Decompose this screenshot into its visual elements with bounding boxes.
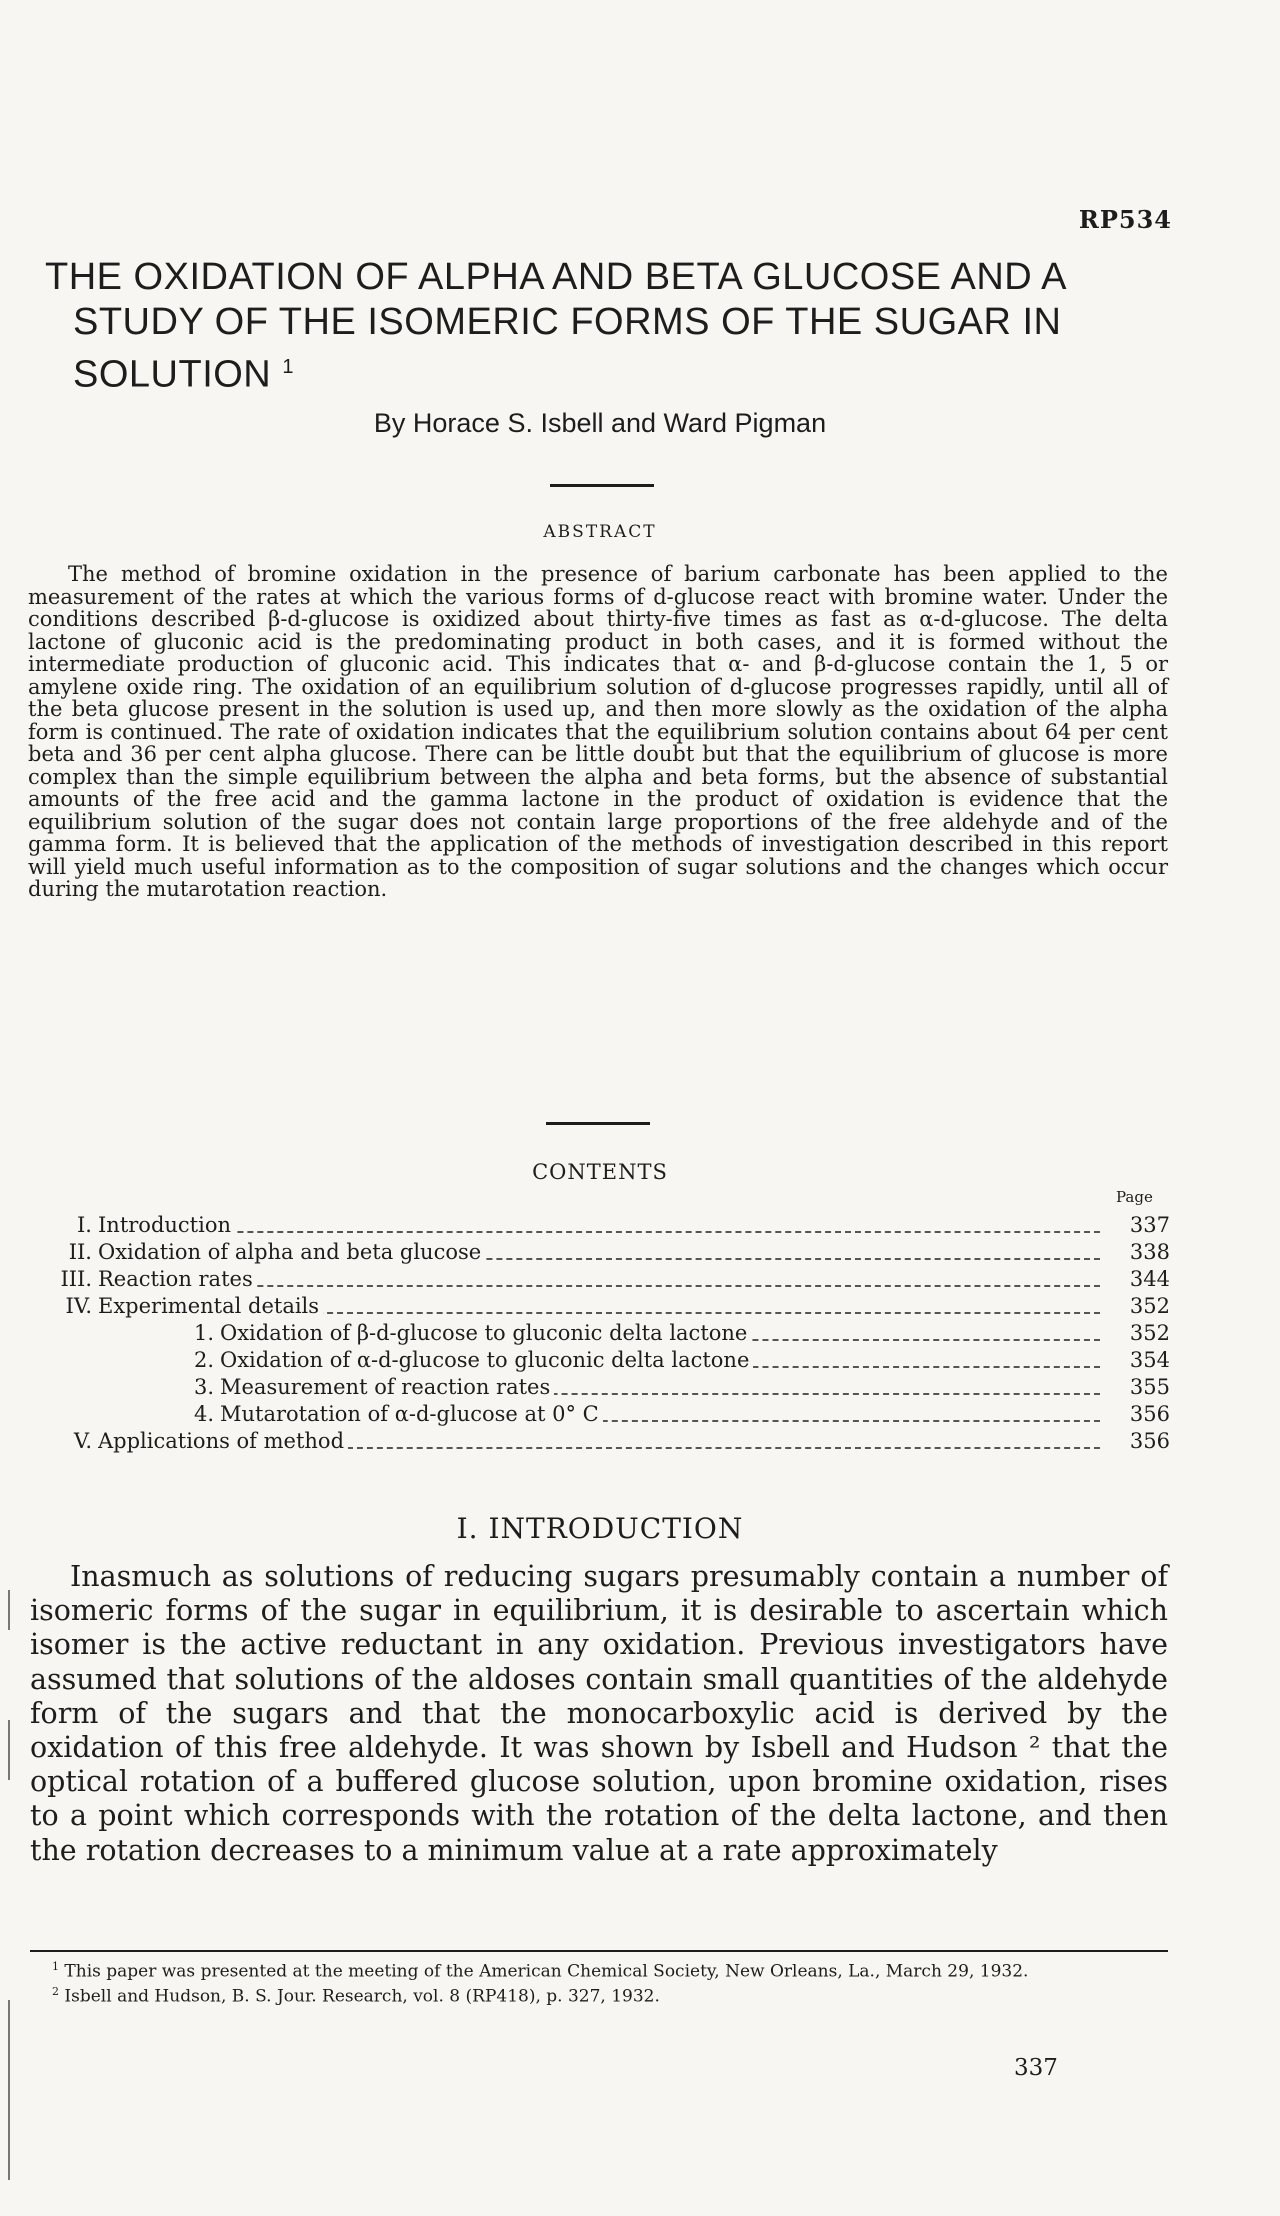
introduction-text: Inasmuch as solutions of reducing sugars presumably contain a number of isomeric forms of the sugar in equilibrium, it is desirable to ascertain which isomer is the active reductant in any oxidation. Previous investigators have assumed that solutions of the aldoses contain small quantities of the aldehyde form of the sugars and that the monocarboxylic acid is derived by the oxidation of this free aldehyde. It was shown by Isbell and Hudson ² that the optical rotation of a buffered glucose solution, upon bromine oxidation, rises to a point which corresponds with the rotation of the delta lactone, and then the rotation decreases to a minimum value at a rate approximately bbox=[30, 1560, 1168, 1867]
toc-label: Applications of method bbox=[98, 1429, 348, 1453]
toc-number: III. bbox=[60, 1267, 92, 1291]
author-byline: By Horace S. Isbell and Ward Pigman bbox=[373, 408, 827, 438]
toc-entry bbox=[20, 1320, 1170, 1347]
toc-page: 338 bbox=[1129, 1240, 1170, 1264]
toc-label-wrap bbox=[220, 1374, 1100, 1401]
footnotes bbox=[30, 1958, 1168, 2007]
abstract-text: The method of bromine oxidation in the presence of barium carbonate has been applied to the measurement of the rates at which the various forms of d-glucose react with bromine water. Under the conditions described β-d-glucose is oxidized about thirty-five times as fast as α-d-glucose. The delta lactone of gluconic acid is the predominating product in both cases, and it is formed without the intermediate production of gluconic acid. This indicates that α- and β-d-glucose contain the 1, 5 or amylene oxide ring. The oxidation of an equilibrium solution of d-glucose progresses rapidly, until all of the beta glucose present in the solution is used up, and then more slowly as the oxidation of the alpha form is continued. The rate of oxidation indicates that the equilibrium solution contains about 64 per cent beta and 36 per cent alpha glucose. There can be little doubt but that the equilibrium of glucose is more complex than the simple equilibrium between the alpha and beta forms, but the absence of substantial amounts of the free acid and the gamma lactone in the product of oxidation is evidence that the equilibrium solution of the sugar does not contain large proportions of the free aldehyde and of the gamma form. It is believed that the application of the methods of investigation described in this report will yield much useful information as to the composition of sugar solutions and the changes which occur during the mutarotation reaction. bbox=[28, 562, 1168, 901]
contents-page-label: Page bbox=[1116, 1188, 1153, 1206]
scan-edge-mark bbox=[8, 2000, 10, 2180]
toc-label: Introduction bbox=[98, 1213, 235, 1237]
toc-page: 337 bbox=[1129, 1213, 1170, 1237]
toc-number: 2. bbox=[193, 1348, 214, 1372]
footnote-1 bbox=[30, 1958, 1168, 1981]
section-heading-introduction: I. INTRODUCTION bbox=[456, 1512, 744, 1545]
toc-label: Mutarotation of α-d-glucose at 0° C bbox=[220, 1402, 603, 1426]
footnote-mark: 1 bbox=[52, 1960, 59, 1973]
toc-entry bbox=[20, 1428, 1170, 1455]
toc-label-wrap bbox=[98, 1428, 1100, 1455]
table-of-contents bbox=[20, 1212, 1170, 1455]
toc-page: 356 bbox=[1129, 1429, 1170, 1453]
footnote-2 bbox=[30, 1983, 1168, 2006]
footnote-divider bbox=[30, 1950, 1168, 1952]
toc-label: Measurement of reaction rates bbox=[220, 1375, 554, 1399]
toc-page: 356 bbox=[1129, 1402, 1170, 1426]
title-line-2: STUDY OF THE ISOMERIC FORMS OF THE SUGAR IN bbox=[73, 301, 1062, 343]
footnote-mark: 2 bbox=[52, 1984, 59, 1998]
toc-entry bbox=[20, 1212, 1170, 1239]
toc-label: Reaction rates bbox=[98, 1267, 257, 1291]
toc-label: Oxidation of α-d-glucose to gluconic delta lactone bbox=[220, 1348, 753, 1372]
footnote-text: This paper was presented at the meeting of the American Chemical Society, New Orleans, La., March 29, 1932. bbox=[64, 1961, 1029, 1982]
title-line-1: THE OXIDATION OF ALPHA AND BETA GLUCOSE AND A bbox=[45, 256, 1068, 298]
divider-rule bbox=[546, 1122, 650, 1125]
toc-page: 344 bbox=[1129, 1267, 1170, 1291]
toc-entry bbox=[20, 1401, 1170, 1428]
toc-page: 352 bbox=[1129, 1321, 1170, 1345]
toc-label-wrap bbox=[98, 1266, 1100, 1293]
toc-label: Experimental details bbox=[98, 1294, 323, 1318]
toc-page: 355 bbox=[1129, 1375, 1170, 1399]
toc-label: Oxidation of β-d-glucose to gluconic delta lactone bbox=[220, 1321, 751, 1345]
toc-entry bbox=[20, 1266, 1170, 1293]
toc-entry bbox=[20, 1347, 1170, 1374]
toc-number: I. bbox=[77, 1213, 92, 1237]
toc-label-wrap bbox=[220, 1320, 1100, 1347]
toc-number: 1. bbox=[193, 1321, 214, 1345]
toc-label-wrap bbox=[98, 1293, 1100, 1320]
title-line-3 bbox=[45, 345, 1180, 398]
scan-edge-mark bbox=[8, 1720, 10, 1780]
toc-label-wrap bbox=[220, 1347, 1100, 1374]
toc-number: V. bbox=[73, 1429, 92, 1453]
paper-title bbox=[45, 255, 1180, 398]
toc-number: II. bbox=[68, 1240, 92, 1264]
title-footnote-mark: 1 bbox=[282, 356, 294, 378]
toc-label: Oxidation of alpha and beta glucose bbox=[98, 1240, 485, 1264]
toc-label-wrap bbox=[98, 1212, 1100, 1239]
abstract-heading: ABSTRACT bbox=[543, 522, 657, 542]
toc-leader-dots bbox=[98, 1231, 1100, 1233]
toc-number: IV. bbox=[65, 1294, 92, 1318]
contents-heading: CONTENTS bbox=[532, 1160, 668, 1184]
toc-page: 352 bbox=[1129, 1294, 1170, 1318]
toc-number: 3. bbox=[193, 1375, 214, 1399]
scan-edge-mark bbox=[8, 1590, 10, 1630]
toc-entry bbox=[20, 1293, 1170, 1320]
toc-label-wrap bbox=[98, 1239, 1100, 1266]
report-number: RP534 bbox=[1078, 205, 1172, 234]
toc-page: 354 bbox=[1129, 1348, 1170, 1372]
page-number: 337 bbox=[1014, 2055, 1058, 2081]
toc-entry bbox=[20, 1374, 1170, 1401]
title-line-3-text: SOLUTION bbox=[73, 353, 272, 396]
toc-entry bbox=[20, 1239, 1170, 1266]
toc-label-wrap bbox=[220, 1401, 1100, 1428]
footnote-text: Isbell and Hudson, B. S. Jour. Research, vol. 8 (RP418), p. 327, 1932. bbox=[64, 1986, 660, 2007]
toc-number: 4. bbox=[193, 1402, 214, 1426]
divider-rule bbox=[550, 484, 654, 487]
